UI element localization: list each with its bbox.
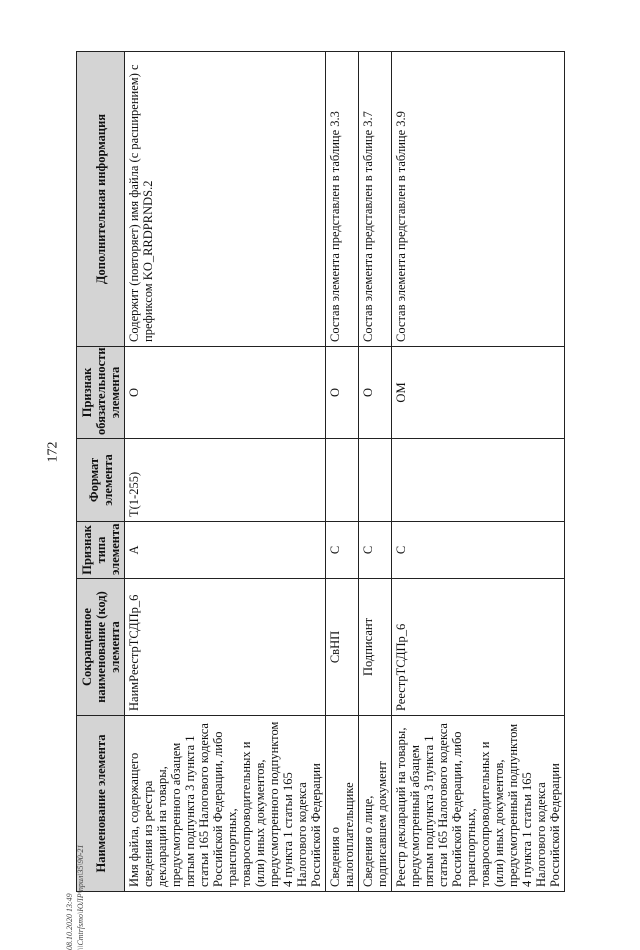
table-row (359, 52, 392, 892)
elements-table-container (76, 52, 562, 892)
cell-type: С (359, 522, 392, 579)
cell-type: С (326, 522, 359, 579)
cell-required: О (326, 347, 359, 439)
header-element-code: Сокращенное наименование (код) элемента (77, 579, 125, 716)
cell-info: Содержит (повторяет) имя файла (с расширением) с префиксом KO_RRDPRNDS.2 (125, 52, 326, 347)
cell-name: Сведения о налогоплательщике (326, 716, 359, 892)
table-row (326, 52, 359, 892)
cell-info: Состав элемента представлен в таблице 3.7 (359, 52, 392, 347)
cell-format: T(1-255) (125, 439, 326, 522)
rotated-table-frame (76, 52, 562, 892)
cell-format (326, 439, 359, 522)
cell-format (392, 439, 565, 522)
cell-info: Состав элемента представлен в таблице 3.3 (326, 52, 359, 347)
cell-required: ОМ (392, 347, 565, 439)
cell-required: О (359, 347, 392, 439)
cell-code: Подписант (359, 579, 392, 716)
stamp-date: 08.10.2020 13:49 (65, 893, 74, 950)
header-additional-info: Дополнительная информация (77, 52, 125, 347)
table-row (125, 52, 326, 892)
header-element-name: Наименование элемента (77, 716, 125, 892)
cell-type: А (125, 522, 326, 579)
table-header-row (77, 52, 125, 892)
stamp-path: \\Cmtrfsmo\ЮЛР\прил\35\90-21 (76, 844, 85, 950)
cell-name: Имя файла, содержащего сведения из реестра деклараций на товары, предусмотренного абзацем пятым подпункта 3 пункта 1 статьи 165 Налогового кодекса Российской Федерации, либо транспортных, товаросопроводительных и (или) иных документов, предусмотренного подпунктом 4 пункта 1 статьи 165 Налогового кодекса Российской Федерации (125, 716, 326, 892)
cell-format (359, 439, 392, 522)
header-element-type: Признак типа элемента (77, 522, 125, 579)
cell-name: Реестр деклараций на товары, предусмотренный абзацем пятым подпункта 3 пункта 1 статьи 165 Налогового кодекса Российской Федерации, либо транспортных, товаросопроводительных и (или) иных документов, предусмотренный подпунктом 4 пункта 1 статьи 165 Налогового кодекса Российской Федерации (392, 716, 565, 892)
header-element-format: Формат элемента (77, 439, 125, 522)
cell-code: РеестрТСДПр_6 (392, 579, 565, 716)
table-row (392, 52, 565, 892)
cell-name: Сведения о лице, подписавшем документ (359, 716, 392, 892)
page-number-text: 172 (45, 441, 60, 463)
file-stamp (60, 844, 100, 950)
cell-info: Состав элемента представлен в таблице 3.9 (392, 52, 565, 347)
cell-code: НаимРеестрТСДПр_6 (125, 579, 326, 716)
cell-required: О (125, 347, 326, 439)
cell-code: СвНП (326, 579, 359, 716)
header-element-required: Признак обязательности элемента (77, 347, 125, 439)
cell-type: С (392, 522, 565, 579)
elements-table (76, 51, 565, 892)
page-number (43, 434, 63, 470)
